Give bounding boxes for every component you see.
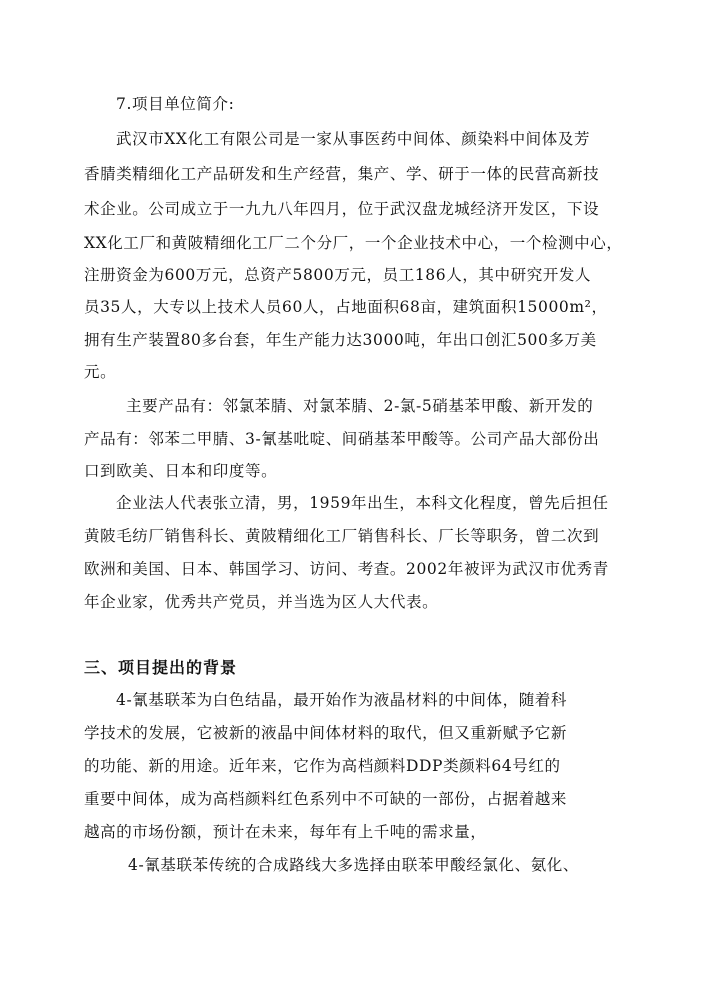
background-line-1: 4-氰基联苯为白色结晶，最开始作为液晶材料的中间体，随着科 [116,691,568,709]
company-intro-line-2: 香腈类精细化工产品研发和生产经营，集产、学、研于一体的民营高新技 [84,165,600,183]
synthesis-line-1: 4-氰基联苯传统的合成路线大多选择由联苯甲酸经氯化、氨化、 [128,856,580,874]
section3-heading: 三、项目提出的背景 [84,658,238,677]
legal-rep-line-1: 企业法人代表张立清，男，1959年出生，本科文化程度，曾先后担任 [116,494,609,512]
legal-rep-line-3: 欧洲和美国、日本、韩国学习、访问、考查。2002年被评为武汉市优秀青 [84,560,609,578]
background-line-2: 学技术的发展，它被新的液晶中间体材料的取代，但又重新赋予它新 [84,724,568,742]
company-intro-line-7: 拥有生产装置80多台套，年生产能力达3000吨，年出口创汇500多万美 [84,331,597,349]
company-intro-line-6: 员35人，大专以上技术人员60人，占地面积68亩，建筑面积15000m²， [84,298,608,316]
products-line-1: 主要产品有：邻氯苯腈、对氯苯腈、2-氯-5硝基苯甲酸、新开发的 [126,397,594,415]
company-intro-line-1: 武汉市XX化工有限公司是一家从事医药中间体、颜染料中间体及芳 [116,130,591,148]
background-line-5: 越高的市场份额，预计在未来，每年有上千吨的需求量， [84,823,487,841]
products-line-3: 口到欧美、日本和印度等。 [84,462,278,480]
legal-rep-line-2: 黄陂毛纺厂销售科长、黄陂精细化工厂销售科长、厂长等职务，曾二次到 [84,527,600,545]
company-intro-line-8: 元。 [84,363,117,381]
company-intro-line-4: XX化工厂和黄陂精细化工厂二个分厂，一个企业技术中心，一个检测中心， [84,234,623,252]
legal-rep-line-4: 年企业家，优秀共产党员，并当选为区人大代表。 [84,593,439,611]
background-line-4: 重要中间体，成为高档颜料红色系列中不可缺的一部份，占据着越来 [84,790,568,808]
company-intro-line-3: 术企业。公司成立于一九九八年四月，位于武汉盘龙城经济开发区，下设 [84,200,600,218]
background-line-3: 的功能、新的用途。近年来，它作为高档颜料DDP类颜料64号红的 [84,757,561,775]
products-line-2: 产品有：邻苯二甲腈、3-氰基吡啶、间硝基苯甲酸等。公司产品大部份出 [84,430,600,448]
section7-title: 7.项目单位简介: [116,95,235,113]
company-intro-line-5: 注册资金为600万元，总资产5800万元，员工186人，其中研究开发人 [84,266,592,284]
